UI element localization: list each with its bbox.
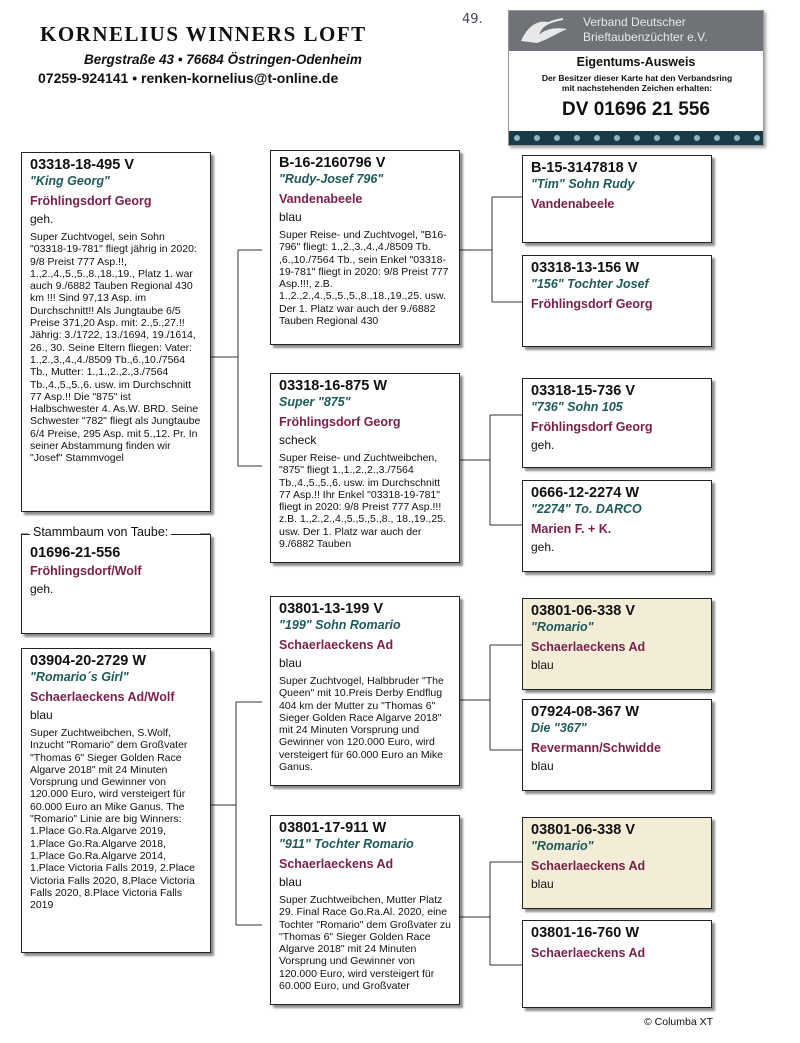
description: Super Reise- und Zuchtweibchen, "875" fliegt 1.,1.,2.,2.,3./7564 Tb.,4.,5.,5.,6. usw. im Durchschnitt 77 Asp.!! Ihr Enkel "03318-19-781" fliegt in 2020: 9/8 Preist 777 Asp.!!! z.B. 1.,2.,2.,4.,5.,5.,5.,8., 18.,19.,25. usw. Der 1. Platz war auch der 9./6882 Tauben	[279, 452, 446, 551]
pedigree-mother	[21, 648, 211, 953]
card-ring-number: DV 01696 21 556	[562, 99, 710, 120]
card-subtitle-line2: mit nachstehenden Zeichen erhalten:	[561, 83, 713, 93]
ring-number: 01696-21-556	[30, 545, 121, 561]
pedigree-mother-father	[270, 596, 460, 786]
pedigree-father-father	[270, 150, 460, 345]
ring-number: 03801-16-760 W	[531, 925, 640, 941]
pigeon-name: "Romario"	[531, 839, 594, 853]
plumage-color: scheck	[279, 433, 317, 447]
plumage-color: blau	[531, 759, 554, 773]
breeder: Schaerlaeckens Ad	[531, 640, 646, 654]
breeder: Schaerlaeckens Ad	[531, 859, 646, 873]
pigeon-name: "King Georg"	[30, 174, 110, 188]
card-subtitle-line1: Der Besitzer dieser Karte hat den Verbandsring	[541, 73, 733, 83]
ring-number: 03801-17-911 W	[279, 820, 387, 836]
handwritten-note: 49.	[462, 12, 483, 27]
card-org-line1: Verband Deutscher	[583, 15, 686, 29]
ring-number: B-15-3147818 V	[531, 160, 638, 176]
ring-number: 03318-18-495 V	[30, 157, 134, 173]
pigeon-name: "156" Tochter Josef	[531, 277, 649, 291]
ring-number: 0666-12-2274 W	[531, 485, 640, 501]
pedigree-mfm	[522, 699, 712, 791]
plumage-color: blau	[279, 656, 302, 670]
breeder: Vandenabeele	[279, 192, 363, 206]
ring-number: 03801-06-338 V	[531, 603, 635, 619]
pedigree-father-mother	[270, 373, 460, 563]
ring-number: 03318-16-875 W	[279, 378, 388, 394]
plumage-color: geh.	[30, 212, 54, 226]
breeder: Schaerlaeckens Ad	[279, 638, 394, 652]
pigeon-name: "Romario´s Girl"	[30, 670, 129, 684]
ring-number: 03318-13-156 W	[531, 260, 640, 276]
plumage-color: blau	[531, 658, 554, 672]
ring-number: 03801-06-338 V	[531, 822, 635, 838]
plumage-color: blau	[279, 210, 302, 224]
breeder: Fröhlingsdorf Georg	[279, 415, 401, 429]
breeder: Marien F. + K.	[531, 522, 612, 536]
ring-number: 03318-15-736 V	[531, 383, 635, 399]
pigeon-name: Die "367"	[531, 721, 587, 735]
description: Super Reise- und Zuchtvogel, "B16-796" fliegt: 1.,2.,3.,4.,4./8509 Tb. ,6.,10./7564 Tb., sein Enkel "03318-19-781" fliegt in 2020: 9/8 Preist 777 Asp.!!!, z.B. 1.,2.,2.,4.,5.,5.,5.,8.,18.,19.,25. usw. Der 1. Platz war auch der 9./6882 Tauben Regional 430	[279, 229, 449, 328]
pigeon-name: "199" Sohn Romario	[279, 618, 401, 632]
description: Super Zuchtweibchen, S.Wolf, Inzucht "Romario" dem Großvater "Thomas 6" Sieger Golden Race Algarve 2018" mit 24 Minuten Vorsprung und Gewinner von 120.000 Euro, wird versteigert für 60.000 Euro an Mike Ganus. The "Romario" Linie are big Winners: 1.Place Go.Ra.Algarve 2019, 1.Place Go.Ra.Algarve 2018, 1.Place Go.Ra.Algarve 2014, 1.Place Victoria Falls 2019, 2.Place Victoria Falls 2020, 8.Place Victoria Falls 2020, 8.Place Victoria Falls 2019	[30, 727, 195, 912]
description: Super Zuchtvogel, sein Sohn "03318-19-781" fliegt jährig in 2020: 9/8 Preist 777 Asp.!!, 1.,2.,4.,5.,5.,8.,18.,19., Platz 1. war auch 9./6882 Tauben Regional 430 km !!! Sind 97,13 Asp. im Durchschnitt!! Als Jungtaube 6/5 Preise 371,20 Asp. mit: 2.,5.,27.!! Jährig: 3./1722, 13./1694, 19./1614, 26., 30. Seine Eltern fliegen: Vater: 1.,2.,3.,4.,4./8509 Tb.,6.,10./7564 Tb., Mutter: 1.,1.,2.,2.,3./7564 Tb.,4.,5.,5.,6. usw. im Durchschnitt 77 Asp.!! Die "875" ist Halbschwester 4. As.W. BRD. Seine Schwester "782" fliegt als Jungtaube 6/4 Preise, 295 Asp. mit 5.,12. Pr. In seiner Abstammung finden wir "Josef" Stammvogel	[30, 231, 201, 465]
plumage-color: geh.	[30, 582, 54, 596]
pedigree-mmm	[522, 920, 712, 1008]
pigeon-name: "Tim" Sohn Rudy	[531, 177, 635, 191]
pedigree-label: Stammbaum von Taube:	[30, 525, 171, 539]
ring-number: 03904-20-2729 W	[30, 653, 147, 669]
breeder: Fröhlingsdorf Georg	[531, 420, 653, 434]
breeder: Schaerlaeckens Ad/Wolf	[30, 690, 175, 704]
pigeon-name: "Rudy-Josef 796"	[279, 172, 384, 186]
plumage-color: geh.	[531, 540, 555, 554]
pedigree-mmf	[522, 817, 712, 909]
copyright-footer: © Columba XT	[644, 1016, 714, 1028]
pedigree-fff	[522, 155, 712, 243]
pigeon-name: "736" Sohn 105	[531, 400, 623, 414]
pigeon-name: "911" Tochter Romario	[279, 837, 414, 851]
description: Super Zuchtvogel, Halbbruder "The Queen" mit 10.Preis Derby Endflug 404 km der Mutter zu "Thomas 6" Sieger Golden Race Algarve 2018" mit 24 Minuten Vorsprung und Gewinner von 120.000 Euro, wird versteigert für 60.000 Euro an Mike Ganus.	[279, 675, 444, 774]
pedigree-fmf	[522, 378, 712, 468]
plumage-color: blau	[30, 708, 53, 722]
loft-address: Bergstraße 43 • 76684 Östringen-Odenheim	[84, 52, 362, 67]
breeder: Fröhlingsdorf Georg	[30, 194, 152, 208]
card-title: Eigentums-Ausweis	[576, 55, 696, 69]
ring-number: B-16-2160796 V	[279, 155, 386, 171]
card-org-line2: Brieftaubenzüchter e.V.	[583, 30, 708, 44]
breeder: Fröhlingsdorf/Wolf	[30, 564, 142, 578]
pigeon-name: "2274" To. DARCO	[531, 502, 642, 516]
description: Super Zuchtweibchen, Mutter Platz 29. Final Race Go.Ra.Al. 2020, eine Tochter "Romario" dem Großvater zu "Thomas 6" Sieger Golden Race Algarve 2018" mit 24 Minuten Vorsprung und Gewinner von 120.000 Euro, wird versteigert für 60.000 Euro, und Großvater	[279, 894, 452, 993]
pedigree-father	[21, 152, 211, 512]
pedigree-subject	[21, 534, 211, 634]
pedigree-mff	[522, 598, 712, 690]
breeder: Fröhlingsdorf Georg	[531, 297, 653, 311]
pigeon-name: Super "875"	[279, 395, 351, 409]
pedigree-ffm	[522, 255, 712, 347]
ring-number: 03801-13-199 V	[279, 601, 383, 617]
loft-contact: 07259-924141 • renken-kornelius@t-online.de	[38, 70, 339, 86]
breeder: Revermann/Schwidde	[531, 741, 661, 755]
pedigree-mother-mother	[270, 815, 460, 1005]
ring-number: 07924-08-367 W	[531, 704, 640, 720]
pedigree-fmm	[522, 480, 712, 572]
plumage-color: blau	[531, 877, 554, 891]
breeder: Schaerlaeckens Ad	[279, 857, 394, 871]
breeder: Schaerlaeckens Ad	[531, 946, 646, 960]
pigeon-name: "Romario"	[531, 620, 594, 634]
plumage-color: geh.	[531, 438, 555, 452]
breeder: Vandenabeele	[531, 197, 615, 211]
plumage-color: blau	[279, 875, 302, 889]
loft-title: KORNELIUS WINNERS LOFT	[40, 22, 367, 46]
